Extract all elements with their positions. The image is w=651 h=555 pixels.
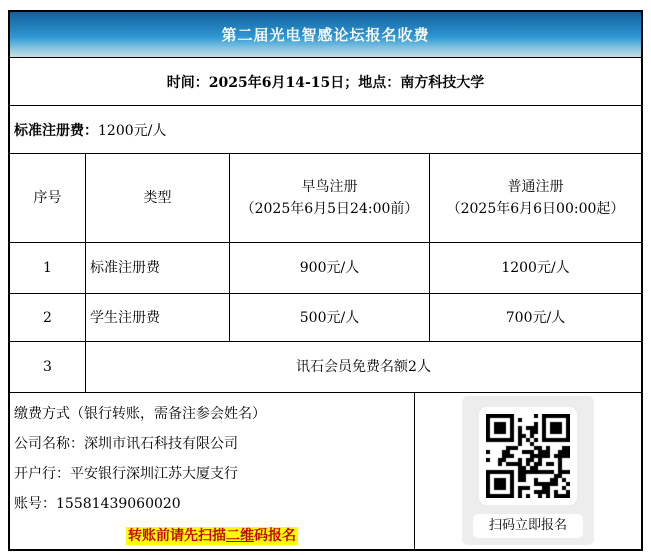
col-header-normal-note: （2025年6月6日00:00起） [446, 201, 625, 217]
table-title-bar [10, 12, 641, 57]
qr-panel [462, 396, 594, 545]
scan-notice-suffix: 码报名 [254, 528, 296, 544]
cell-no: 1 [43, 260, 52, 276]
qr-panel-cell [414, 393, 641, 549]
scan-notice-highlight [126, 527, 298, 545]
scan-notice-line [14, 521, 410, 551]
col-header-normal [429, 154, 641, 242]
page-title: 第二届光电智感论坛报名收费 [221, 26, 430, 44]
payment-bank-line: 开户行：平安银行深圳江苏大厦支行 [14, 466, 238, 482]
cell-normal-fee: 700元/人 [429, 294, 641, 341]
cell-early-fee: 900元/人 [229, 243, 429, 293]
cell-no: 3 [43, 359, 52, 375]
table-row [10, 293, 641, 341]
cell-type: 标准注册费 [85, 243, 229, 293]
payment-account-line: 账号：15581439060020 [14, 496, 181, 512]
scan-notice-prefix: 转账前请先扫描 [128, 528, 226, 544]
payment-company-line: 公司名称：深圳市讯石科技有限公司 [14, 436, 238, 452]
cell-early-fee: 500元/人 [229, 294, 429, 341]
cell-no: 2 [43, 309, 52, 326]
registration-fee-table [8, 10, 643, 551]
qr-code-box [479, 407, 577, 505]
schedule-text: 时间：2025年6月14-15日；地点：南方科技大学 [166, 74, 485, 91]
col-header-normal-title: 普通注册 [507, 179, 564, 195]
payment-section [10, 392, 641, 549]
col-header-type: 类型 [85, 154, 229, 242]
cell-type: 学生注册费 [85, 294, 229, 341]
table-row-member [10, 341, 641, 392]
col-header-no: 序号 [33, 190, 62, 206]
cell-normal-fee: 1200元/人 [429, 243, 641, 293]
fee-table-header-row [10, 153, 641, 242]
schedule-row [10, 57, 641, 105]
standard-fee-value: 1200元/人 [98, 122, 167, 139]
standard-fee-label: 标准注册费： [14, 122, 98, 139]
qr-code-icon [486, 414, 570, 498]
payment-method-line: 缴费方式（银行转账，需备注参会姓名） [14, 406, 266, 422]
payment-info [10, 393, 414, 549]
standard-fee-row [10, 105, 641, 153]
table-row [10, 242, 641, 293]
cell-member-note: 讯石会员免费名额2人 [85, 342, 641, 392]
scan-register-button[interactable]: 扫码立即报名 [473, 514, 583, 538]
col-header-early-note: （2025年6月5日24:00前） [240, 201, 419, 217]
scan-notice-underlined: 二维 [226, 528, 254, 544]
col-header-early-title: 早鸟注册 [301, 179, 358, 195]
col-header-early [229, 154, 429, 242]
